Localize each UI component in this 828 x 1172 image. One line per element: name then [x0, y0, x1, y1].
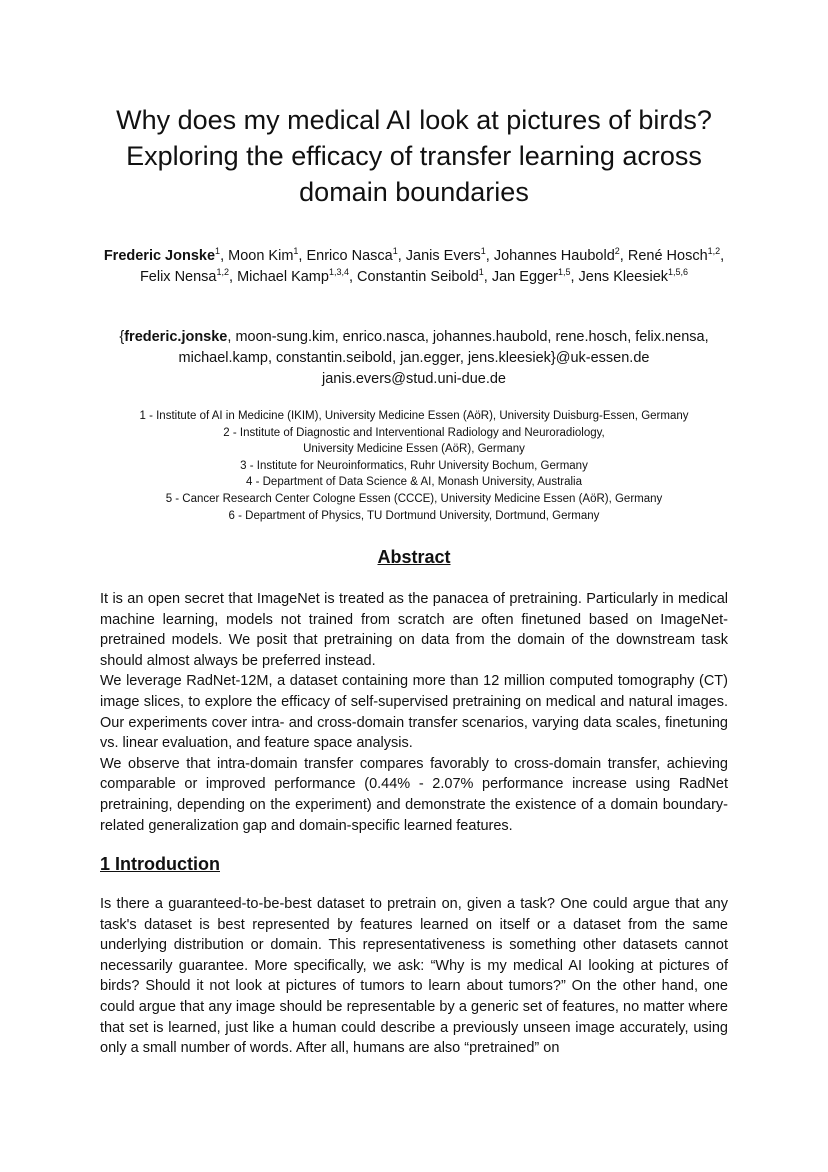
affiliation-line: 2 - Institute of Diagnostic and Interventional Radiology and Neuroradiology,	[223, 426, 605, 439]
title-line-3: domain boundaries	[299, 177, 529, 207]
author	[228, 248, 298, 264]
author	[306, 248, 397, 264]
abstract-paragraph: We observe that intra-domain transfer compares favorably to cross-domain transfer, achieving comparable or improved performance (0.44% - 2.07% performance increase using RadNet pretraining, depending on the experiment) and demonstrate the existence of a domain boundary-related generalization gap and domain-specific learned features.	[100, 755, 728, 834]
author-name: Moon Kim	[228, 248, 294, 264]
paper-title	[60, 102, 768, 210]
affiliation-line: 1 - Institute of AI in Medicine (IKIM), University Medicine Essen (AöR), University Duisburg-Essen, Germany	[139, 410, 689, 422]
author	[579, 269, 689, 285]
author-name: Janis Evers	[405, 248, 481, 264]
affiliation-line: 3 - Institute for Neuroinformatics, Ruhr University Bochum, Germany	[240, 459, 588, 472]
author-name: René Hosch	[627, 248, 708, 264]
author	[237, 269, 349, 285]
affiliation-line: 6 - Department of Physics, TU Dortmund University, Dortmund, Germany	[228, 509, 600, 522]
author-name: Jan Egger	[491, 269, 558, 285]
abstract-paragraph: We leverage RadNet-12M, a dataset containing more than 12 million computed tomography (CT) image slices, to explore the efficacy of self-supervised pretraining on medical and natural images. Our experiments cover intra- and cross-domain transfer scenarios, varying data scales, finetuning vs. linear evaluation, and feature space analysis.	[100, 673, 728, 752]
author	[494, 248, 620, 264]
abstract-paragraph: It is an open secret that ImageNet is treated as the panacea of pretraining. Particularly in medical machine learning, models not trained from scratch are often finetuned based on ImageNet-pretrained models. We posit that pretraining on data from the domain of the downstream task should almost always be preferred instead.	[100, 591, 728, 669]
affiliation-list	[80, 408, 748, 524]
email-line-2: michael.kamp, constantin.seibold, jan.egger, jens.kleesiek}@uk-essen.de	[178, 350, 650, 366]
author-affiliation-marker: 1	[480, 246, 486, 257]
introduction-heading: 1 Introduction	[100, 854, 220, 874]
email-line-3: janis.evers@stud.uni-due.de	[322, 371, 506, 387]
author	[406, 248, 486, 264]
author	[357, 269, 484, 285]
author-affiliation-marker: 1,5,6	[668, 267, 689, 278]
author-affiliation-marker: 1,3,4	[328, 267, 349, 278]
introduction-paragraph: Is there a guaranteed-to-be-best dataset to pretrain on, given a task? One could argue that any task's dataset is best represented by features learned on itself or a dataset from the same underlying distribution or domain. This representativeness is something other datasets cannot necessarily guarantee. More specifically, we ask: “Why is my medical AI looking at pictures of birds? Should it not look at pictures of tumors to learn about tumors?” On the other hand, one could argue that any image should be representable by a generic set of features, no matter where that set is learned, just like a human could describe a previously unseen image accurately, using only a small number of words. After all, humans are also “pretrained” on	[100, 896, 728, 1057]
author-affiliation-marker: 2	[614, 246, 620, 257]
author-affiliation-marker: 1	[293, 246, 299, 257]
author	[140, 269, 229, 285]
affiliation-line: 4 - Department of Data Science & AI, Monash University, Australia	[246, 476, 582, 489]
author-name: Constantin Seibold	[357, 269, 479, 285]
author-list: Frederic Jonske$^1$, Moon Kim$^1$, Enrico Nasca$^1$, Janis Evers$^1$, Johannes Haubold$^2$, René Hosch$^{1,2}$, Felix Nensa$^{1,2}$, Michael Kamp$^{1,3,4}$, Constantin Seibold$^1$, Jan Egger$^{1,5}$, Jens Kleesiek$^{1,5,6}$	[103, 246, 725, 285]
author	[104, 248, 220, 264]
email-first: frederic.jonske	[124, 329, 228, 345]
title-line-1: Why does my medical AI look at pictures of birds?	[116, 105, 712, 135]
author-affiliation-marker: 1,2	[707, 246, 721, 257]
author-affiliation-marker: 1,2	[216, 267, 230, 278]
abstract-body	[100, 589, 728, 836]
email-rest: , moon-sung.kim, enrico.nasca, johannes.haubold, rene.hosch, felix.nensa,	[227, 329, 709, 345]
author-name: Frederic Jonske	[103, 248, 216, 264]
email-open-brace: {	[119, 329, 125, 345]
title-line-2: Exploring the efficacy of transfer learning across	[126, 141, 702, 171]
author-affiliation-marker: 1	[478, 267, 484, 278]
introduction-body	[100, 894, 728, 1059]
author-name: Johannes Haubold	[493, 248, 615, 264]
author-affiliation-marker: 1	[392, 246, 398, 257]
email-list	[90, 327, 738, 390]
affiliation-line: 5 - Cancer Research Center Cologne Essen (CCCE), University Medicine Essen (AöR), Germany	[165, 492, 663, 505]
author-name: Felix Nensa	[139, 269, 217, 285]
author-affiliation-marker: 1	[215, 246, 221, 257]
author-name: Michael Kamp	[237, 269, 329, 285]
author	[492, 269, 571, 285]
author-name: Jens Kleesiek	[578, 269, 669, 285]
affiliation-line: University Medicine Essen (AöR), Germany	[303, 443, 525, 456]
author-affiliation-marker: 1,5	[557, 267, 571, 278]
abstract-heading: Abstract	[377, 547, 451, 567]
author-name: Enrico Nasca	[306, 248, 393, 264]
author	[628, 248, 720, 264]
